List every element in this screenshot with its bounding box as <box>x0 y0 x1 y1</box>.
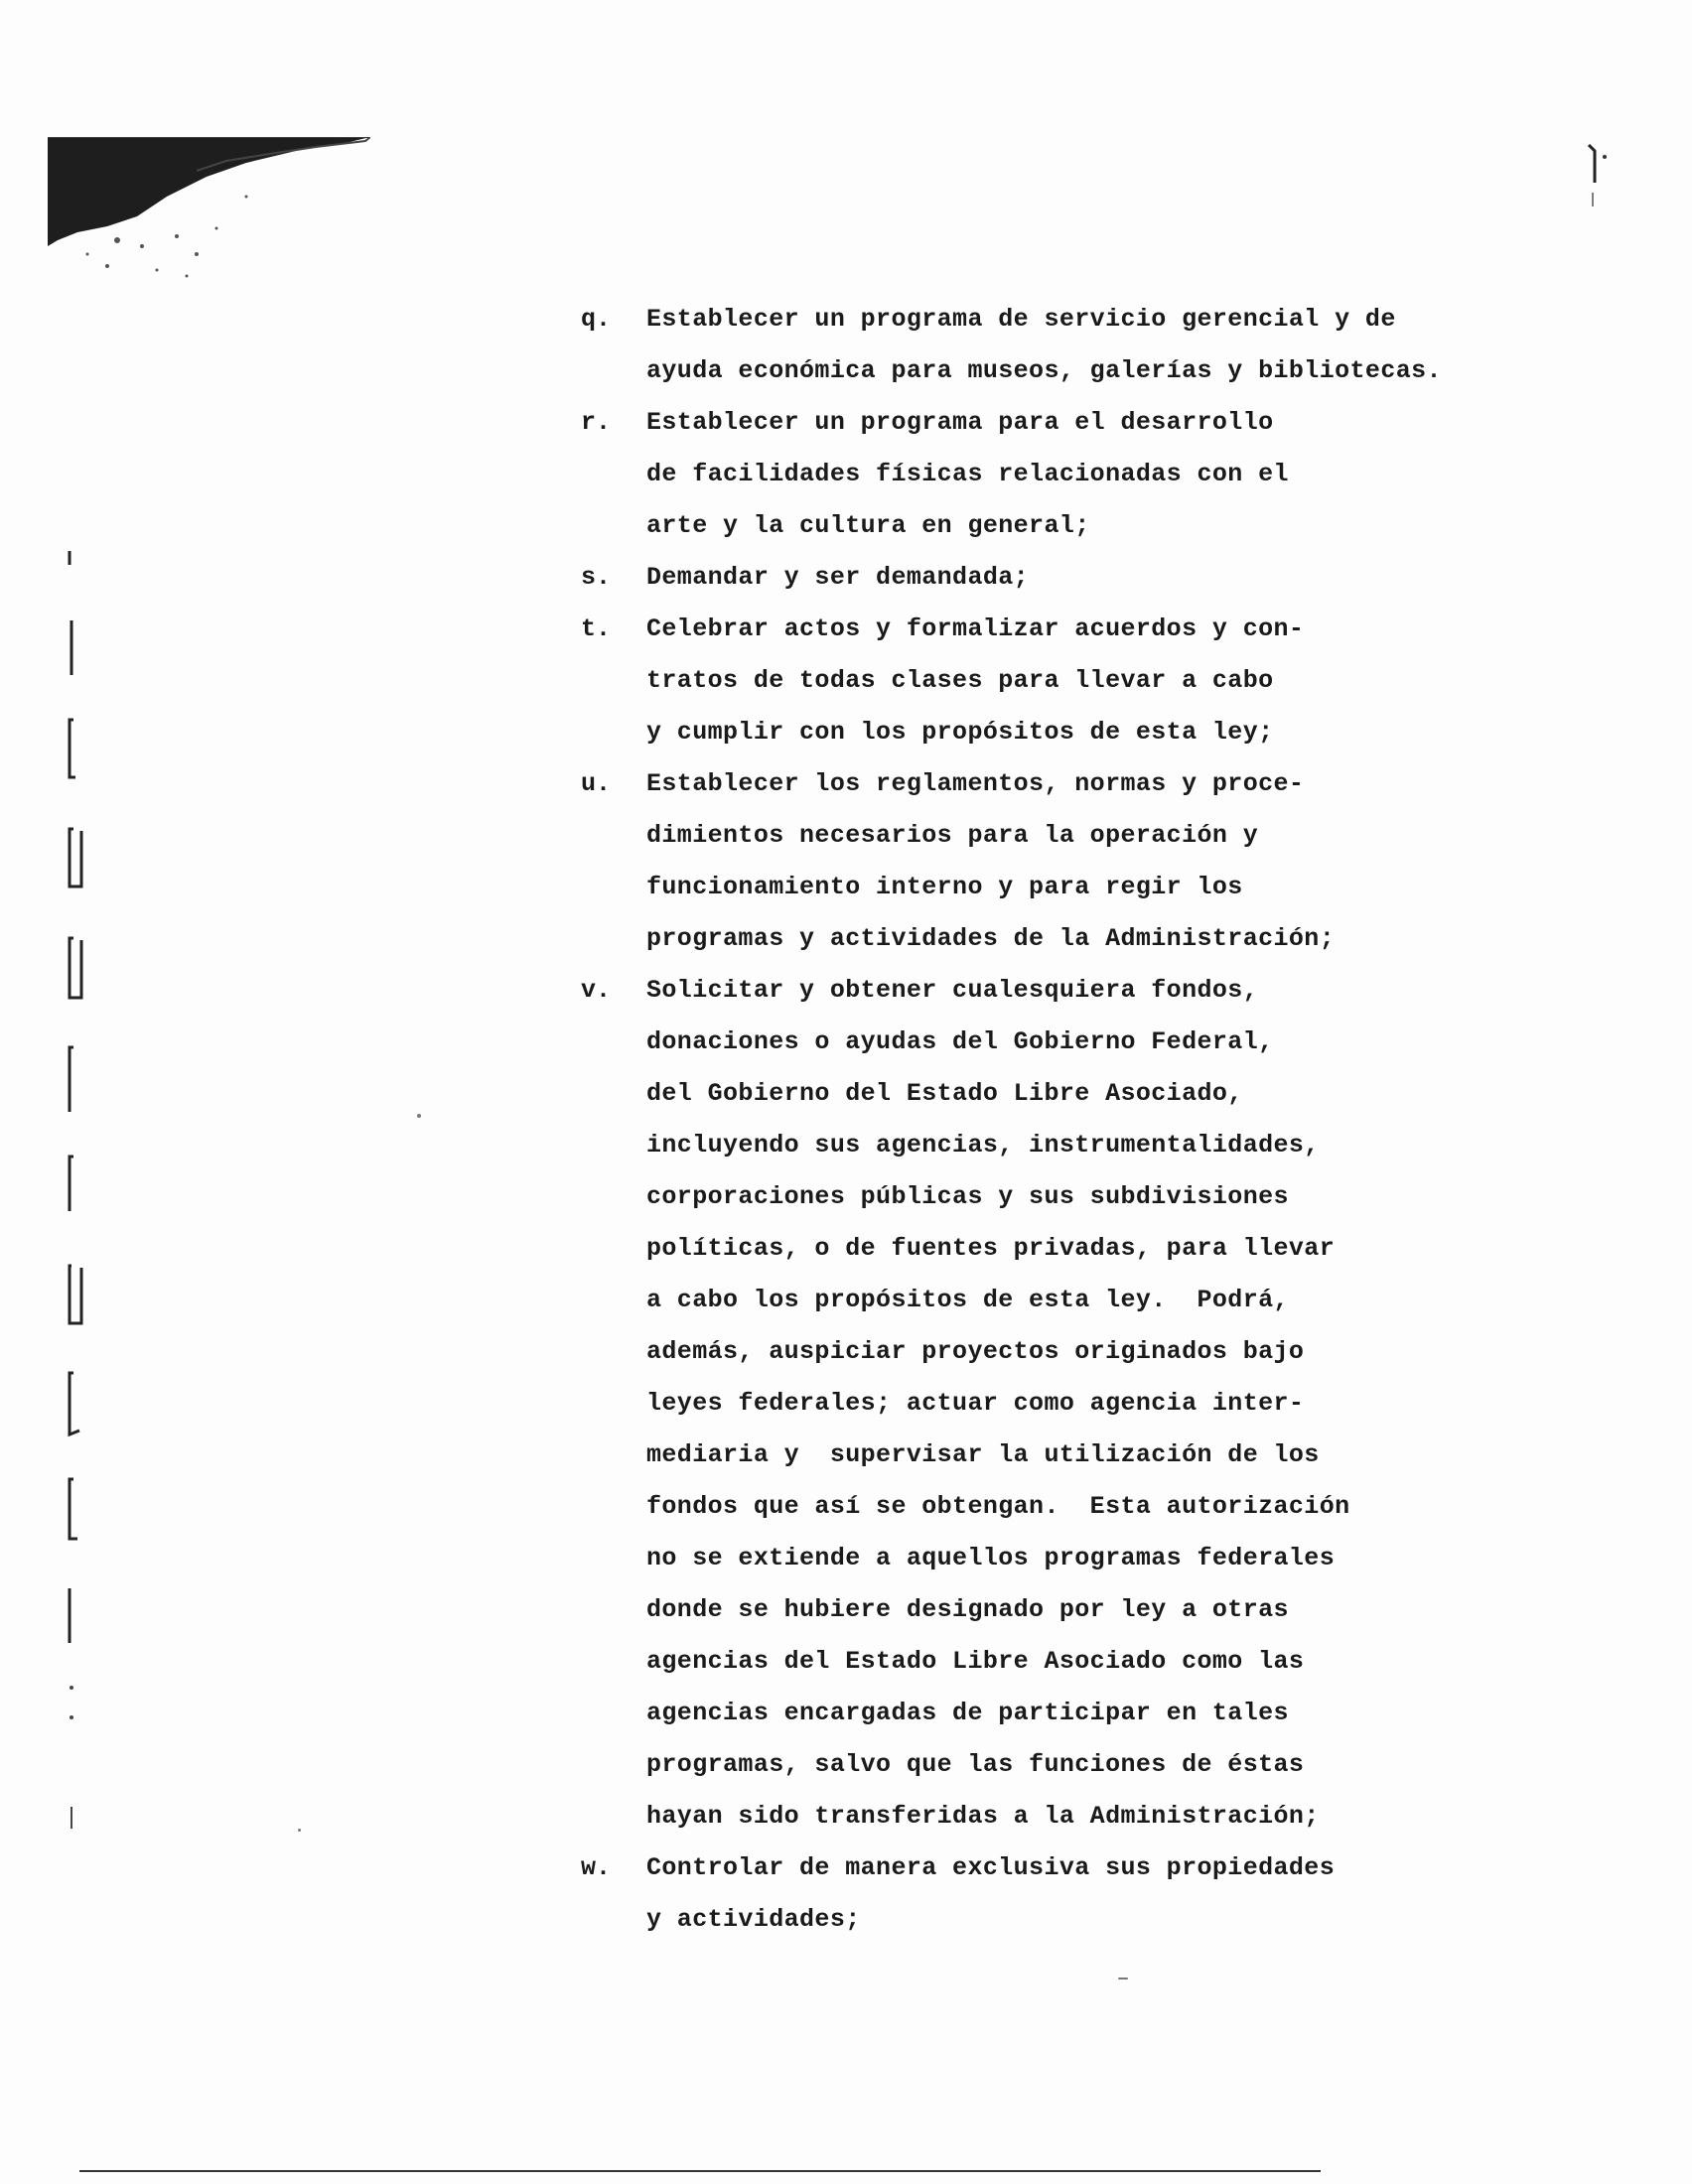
item-line: donaciones o ayudas del Gobierno Federal, <box>646 1027 1274 1056</box>
list-item-r <box>581 397 1435 552</box>
item-line: programas, salvo que las funciones de éstas <box>646 1750 1305 1779</box>
item-line: Solicitar y obtener cualesquiera fondos, <box>646 976 1259 1005</box>
item-line: mediaria y supervisar la utilización de los <box>646 1440 1320 1469</box>
list-item-w <box>581 1843 1435 1946</box>
scan-speck <box>298 1829 301 1832</box>
list-item-q <box>581 294 1442 397</box>
item-line: ayuda económica para museos, galerías y bibliotecas. <box>646 356 1442 385</box>
item-line: dimientos necesarios para la operación y <box>646 821 1259 850</box>
item-line: políticas, o de fuentes privadas, para llevar <box>646 1234 1336 1263</box>
item-line: agencias encargadas de participar en tales <box>646 1699 1289 1727</box>
item-letter: t. <box>581 614 612 643</box>
item-line: del Gobierno del Estado Libre Asociado, <box>646 1079 1243 1108</box>
item-line: donde se hubiere designado por ley a otras <box>646 1595 1289 1624</box>
item-line: programas y actividades de la Administración; <box>646 924 1336 953</box>
corner-mark <box>1585 141 1609 210</box>
item-line: Demandar y ser demandada; <box>646 563 1030 592</box>
scan-speck <box>417 1114 421 1118</box>
item-line: a cabo los propósitos de esta ley. Podrá, <box>646 1286 1289 1314</box>
item-line: agencias del Estado Libre Asociado como las <box>646 1647 1305 1676</box>
item-line: de facilidades físicas relacionadas con el <box>646 460 1289 488</box>
item-letter: r. <box>581 408 612 437</box>
item-line: Establecer un programa de servicio gerencial y de <box>646 305 1396 334</box>
item-letter: q. <box>581 305 612 334</box>
item-letter: s. <box>581 563 612 592</box>
item-line: leyes federales; actuar como agencia inter- <box>646 1389 1305 1418</box>
item-letter: w. <box>581 1853 612 1882</box>
enumerated-list <box>581 294 1442 1946</box>
footer-rule <box>79 2170 1321 2172</box>
item-letter: u. <box>581 769 612 798</box>
item-line: no se extiende a aquellos programas federales <box>646 1544 1336 1572</box>
scan-smudge-artifact <box>48 137 370 284</box>
item-line: y cumplir con los propósitos de esta ley; <box>646 718 1274 747</box>
item-letter: v. <box>581 976 612 1005</box>
list-item-t <box>581 604 1435 758</box>
item-line: arte y la cultura en general; <box>646 511 1090 540</box>
item-line: incluyendo sus agencias, instrumentalidades, <box>646 1131 1320 1160</box>
item-line: funcionamiento interno y para regir los <box>646 873 1243 901</box>
item-line: hayan sido transferidas a la Administración; <box>646 1802 1320 1831</box>
list-item-s <box>581 552 1435 604</box>
item-line: además, auspiciar proyectos originados bajo <box>646 1337 1305 1366</box>
item-line: Establecer un programa para el desarrollo <box>646 408 1274 437</box>
item-line: corporaciones públicas y sus subdivisiones <box>646 1182 1289 1211</box>
item-line: Controlar de manera exclusiva sus propiedades <box>646 1853 1336 1882</box>
margin-binding-marks <box>60 551 99 1861</box>
item-line: tratos de todas clases para llevar a cabo <box>646 666 1274 695</box>
list-item-v <box>581 965 1435 1843</box>
item-line: y actividades; <box>646 1905 861 1934</box>
list-item-u <box>581 758 1435 965</box>
scan-speck <box>1118 1978 1128 1979</box>
item-line: Establecer los reglamentos, normas y proce- <box>646 769 1305 798</box>
item-line: fondos que así se obtengan. Esta autorización <box>646 1492 1350 1521</box>
item-line: Celebrar actos y formalizar acuerdos y con- <box>646 614 1305 643</box>
